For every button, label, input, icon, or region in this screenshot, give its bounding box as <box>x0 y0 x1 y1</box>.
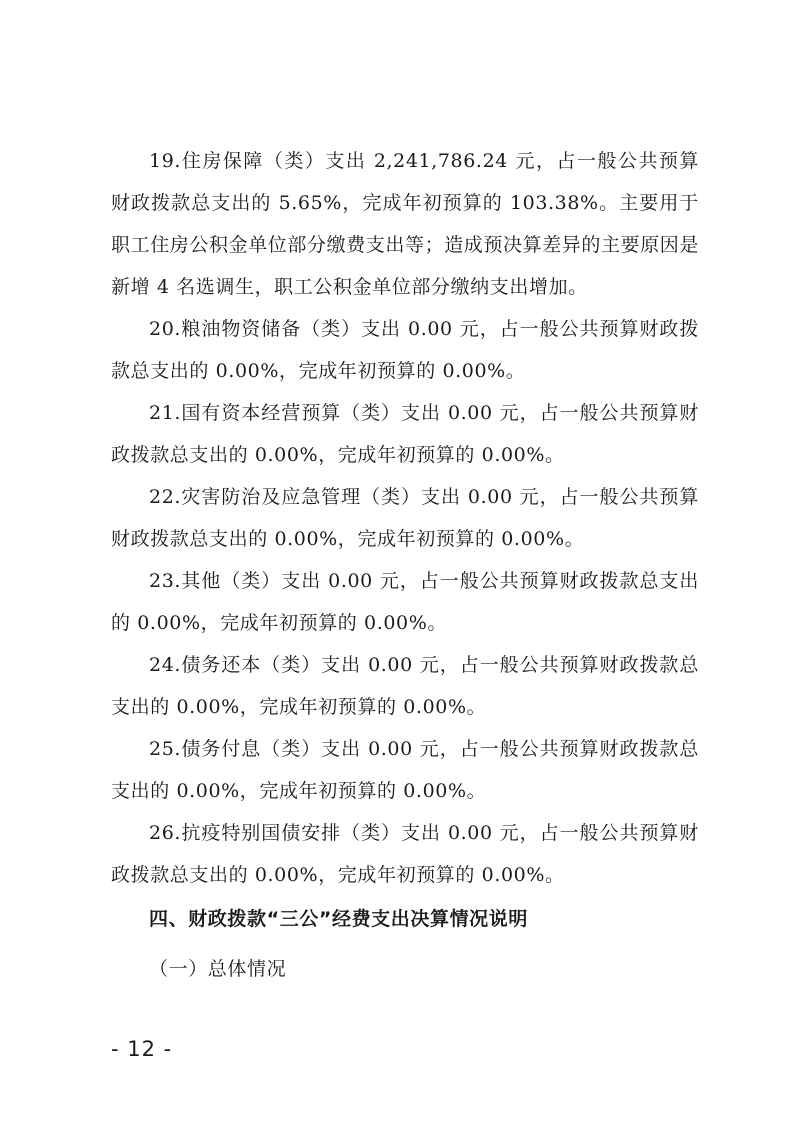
subsection-heading: （一）总体情况 <box>149 958 287 980</box>
page-number: - 12 - <box>111 1037 173 1061</box>
paragraph-debt-principal: 24.债务还本（类）支出 0.00 元，占一般公共预算财政拨款总支出的 0.00%，完成年初预算的 0.00%。 <box>111 654 699 718</box>
paragraph-grain-reserve: 20.粮油物资储备（类）支出 0.00 元，占一般公共预算财政拨款总支出的 0.00%，完成年初预算的 0.00%。 <box>111 318 699 382</box>
paragraph-other: 23.其他（类）支出 0.00 元，占一般公共预算财政拨款总支出的 0.00%，完成年初预算的 0.00%。 <box>111 570 699 634</box>
section-heading: 四、财政拨款“三公”经费支出决算情况说明 <box>149 908 528 930</box>
document-body <box>111 140 699 990</box>
paragraph-debt-interest: 25.债务付息（类）支出 0.00 元，占一般公共预算财政拨款总支出的 0.00%，完成年初预算的 0.00%。 <box>111 738 699 802</box>
paragraph-state-capital: 21.国有资本经营预算（类）支出 0.00 元，占一般公共预算财政拨款总支出的 0.00%，完成年初预算的 0.00%。 <box>111 402 699 466</box>
paragraph-disaster-prevention: 22.灾害防治及应急管理（类）支出 0.00 元，占一般公共预算财政拨款总支出的 0.00%，完成年初预算的 0.00%。 <box>111 486 699 550</box>
paragraph-anti-epidemic-bonds: 26.抗疫特别国债安排（类）支出 0.00 元，占一般公共预算财政拨款总支出的 0.00%，完成年初预算的 0.00%。 <box>111 822 699 886</box>
paragraph-housing: 19.住房保障（类）支出 2,241,786.24 元，占一般公共预算财政拨款总支出的 5.65%，完成年初预算的 103.38%。主要用于职工住房公积金单位部分缴费支出等；造成预决算差异的主要原因是新增 4 名选调生，职工公积金单位部分缴纳支出增加。 <box>111 150 700 298</box>
